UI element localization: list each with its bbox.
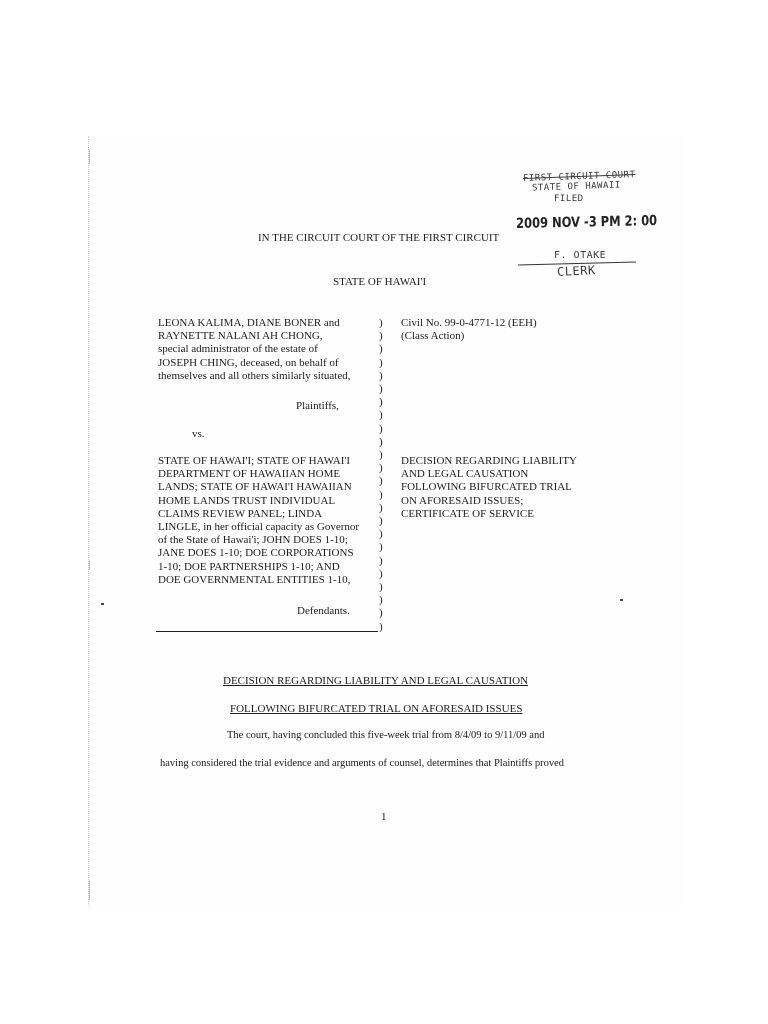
scan-speck bbox=[101, 603, 104, 605]
scan-margin-mark bbox=[89, 880, 90, 900]
plaintiffs-role: Plaintiffs, bbox=[296, 400, 339, 412]
document-title: DECISION REGARDING LIABILITY AND LEGAL CAUSATION FOLLOWING BIFURCATED TRIAL ON AFORESAID ISSUES; CERTIFICATE OF SERVICE bbox=[401, 455, 577, 520]
stamp-clerk-name: F. OTAKE bbox=[554, 250, 607, 261]
caption-underline bbox=[156, 631, 378, 632]
body-paragraph-line2: having considered the trial evidence and arguments of counsel, determines that Plaintiffs proved bbox=[160, 758, 565, 769]
decision-heading-line1: DECISION REGARDING LIABILITY AND LEGAL CAUSATION bbox=[223, 675, 529, 687]
defendants-names: STATE OF HAWAI'I; STATE OF HAWAI'I DEPARTMENT OF HAWAIIAN HOME LANDS; STATE OF HAWAI'I HAWAIIAN HOME LANDS TRUST INDIVIDUAL CLAIMS REVIEW PANEL; LINDA LINGLE, in her official capacity as Governor of the State of Hawai'i; JOHN DOES 1-10; JANE DOES 1-10; DOE CORPORATIONS 1-10; DOE PARTNERSHIPS 1-10; AND DOE GOVERNMENTAL ENTITIES 1-10, bbox=[158, 455, 360, 586]
stamp-clerk-title: CLERK bbox=[556, 262, 596, 280]
case-number: Civil No. 99-0-4771-12 (EEH) (Class Action) bbox=[401, 317, 537, 343]
stamp-filed: FILED bbox=[554, 194, 584, 204]
caption-parentheses: ) ) ) ) ) ) ) ) ) ) ) ) ) ) ) ) ) ) ) ) ) ) ) ) bbox=[379, 317, 383, 633]
scan-margin-mark bbox=[89, 150, 90, 164]
stamp-state-line: STATE OF HAWAII bbox=[531, 180, 621, 194]
stamp-court-line: FIRST CIRCUIT COURT bbox=[522, 170, 636, 184]
body-paragraph-line1: The court, having concluded this five-week trial from 8/4/09 to 9/11/09 and bbox=[227, 730, 545, 741]
plaintiffs-names: LEONA KALIMA, DIANE BONER and RAYNETTE NALANI AH CHONG, special administrator of the estate of JOSEPH CHING, deceased, on behalf of themselves and all others similarly situated, bbox=[158, 317, 351, 382]
state-title: STATE OF HAWAI'I bbox=[333, 276, 427, 288]
scan-speck bbox=[620, 599, 623, 601]
page-number: 1 bbox=[381, 811, 387, 823]
decision-heading-line2: FOLLOWING BIFURCATED TRIAL ON AFORESAID ISSUES bbox=[230, 703, 523, 715]
stamp-date: 2009 NOV -3 PM 2: 00 bbox=[516, 212, 658, 232]
court-title: IN THE CIRCUIT COURT OF THE FIRST CIRCUIT bbox=[258, 232, 500, 244]
scan-margin-mark bbox=[89, 560, 90, 570]
defendants-role: Defendants. bbox=[297, 605, 350, 617]
versus-label: vs. bbox=[192, 428, 205, 440]
